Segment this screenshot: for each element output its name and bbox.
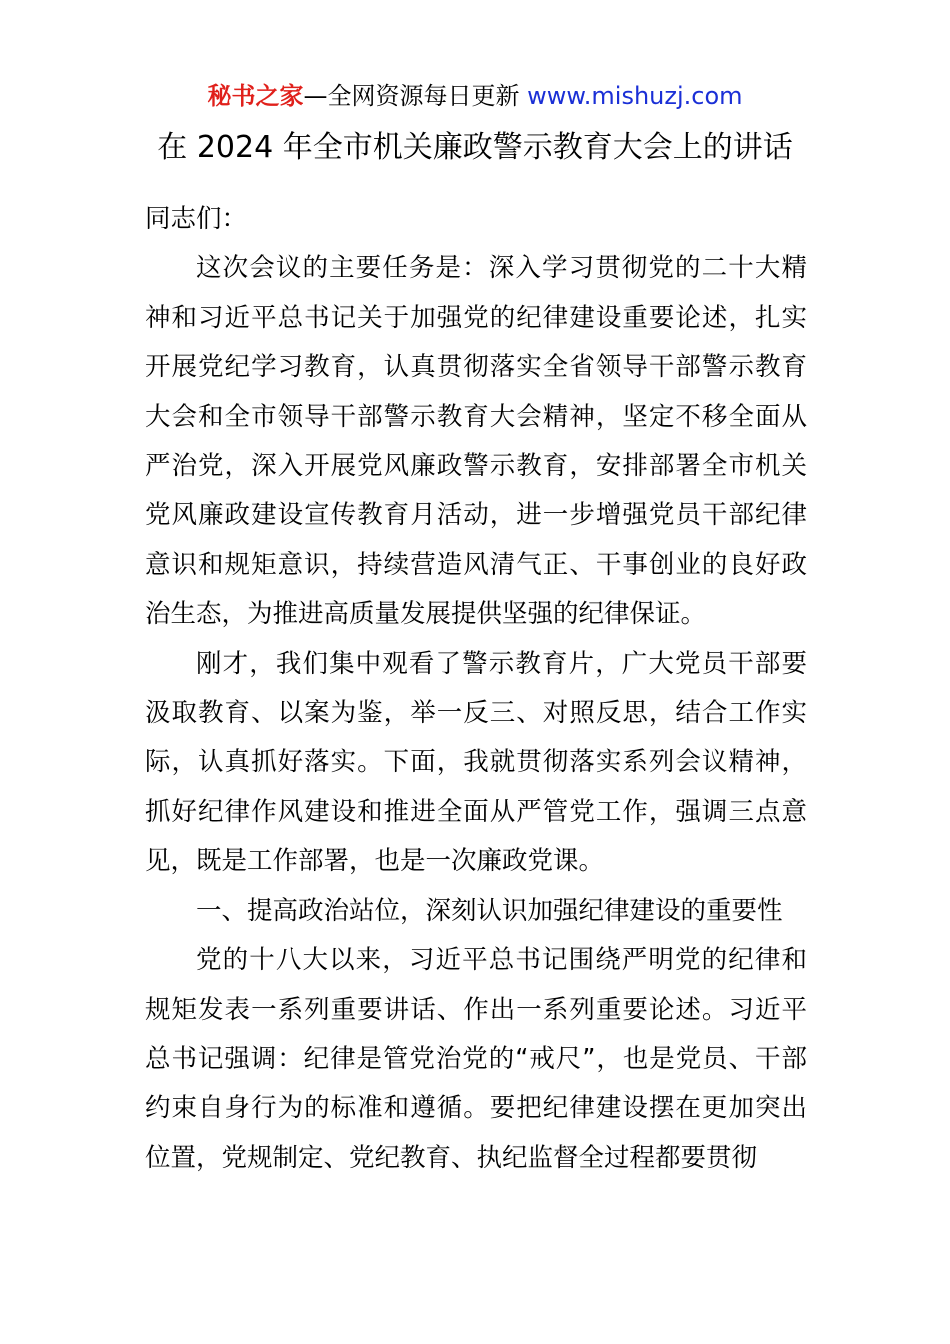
paragraph: 党的十八大以来，习近平总书记围绕严明党的纪律和规矩发表一系列重要讲话、作出一系列重要论述。习近平总书记强调：纪律是管党治党的“戒尺”，也是党员、干部约束自身行为的标准和遵循。要把纪律建设摆在更加突出位置，党规制定、党纪教育、执纪监督全过程都要贯彻 xyxy=(145,945,807,1173)
document-body xyxy=(145,195,807,1183)
site-url-link[interactable]: www.mishuzj.com xyxy=(527,82,743,110)
site-header xyxy=(0,80,950,112)
brand-name: 秘书之家 xyxy=(207,82,304,110)
salutation: 同志们： xyxy=(145,204,248,234)
paragraph: 刚才，我们集中观看了警示教育片，广大党员干部要汲取教育、以案为鉴，举一反三、对照反思，结合工作实际，认真抓好落实。下面，我就贯彻落实系列会议精神，抓好纪律作风建设和推进全面从严管党工作，强调三点意见，既是工作部署，也是一次廉政党课。 xyxy=(145,648,807,877)
section-heading: 一、提高政治站位，深刻认识加强纪律建设的重要性 xyxy=(196,895,783,926)
document-title: 在 2024 年全市机关廉政警示教育大会上的讲话 xyxy=(157,130,793,165)
paragraph: 这次会议的主要任务是：深入学习贯彻党的二十大精神和习近平总书记关于加强党的纪律建设重要论述，扎实开展党纪学习教育，认真贯彻落实全省领导干部警示教育大会和全市领导干部警示教育大会精神，坚定不移全面从严治党，深入开展党风廉政警示教育，安排部署全市机关党风廉政建设宣传教育月活动，进一步增强党员干部纪律意识和规矩意识，持续营造风清气正、干事创业的良好政治生态，为推进高质量发展提供坚强的纪律保证。 xyxy=(145,253,807,630)
site-tagline: —全网资源每日更新 xyxy=(303,82,528,110)
